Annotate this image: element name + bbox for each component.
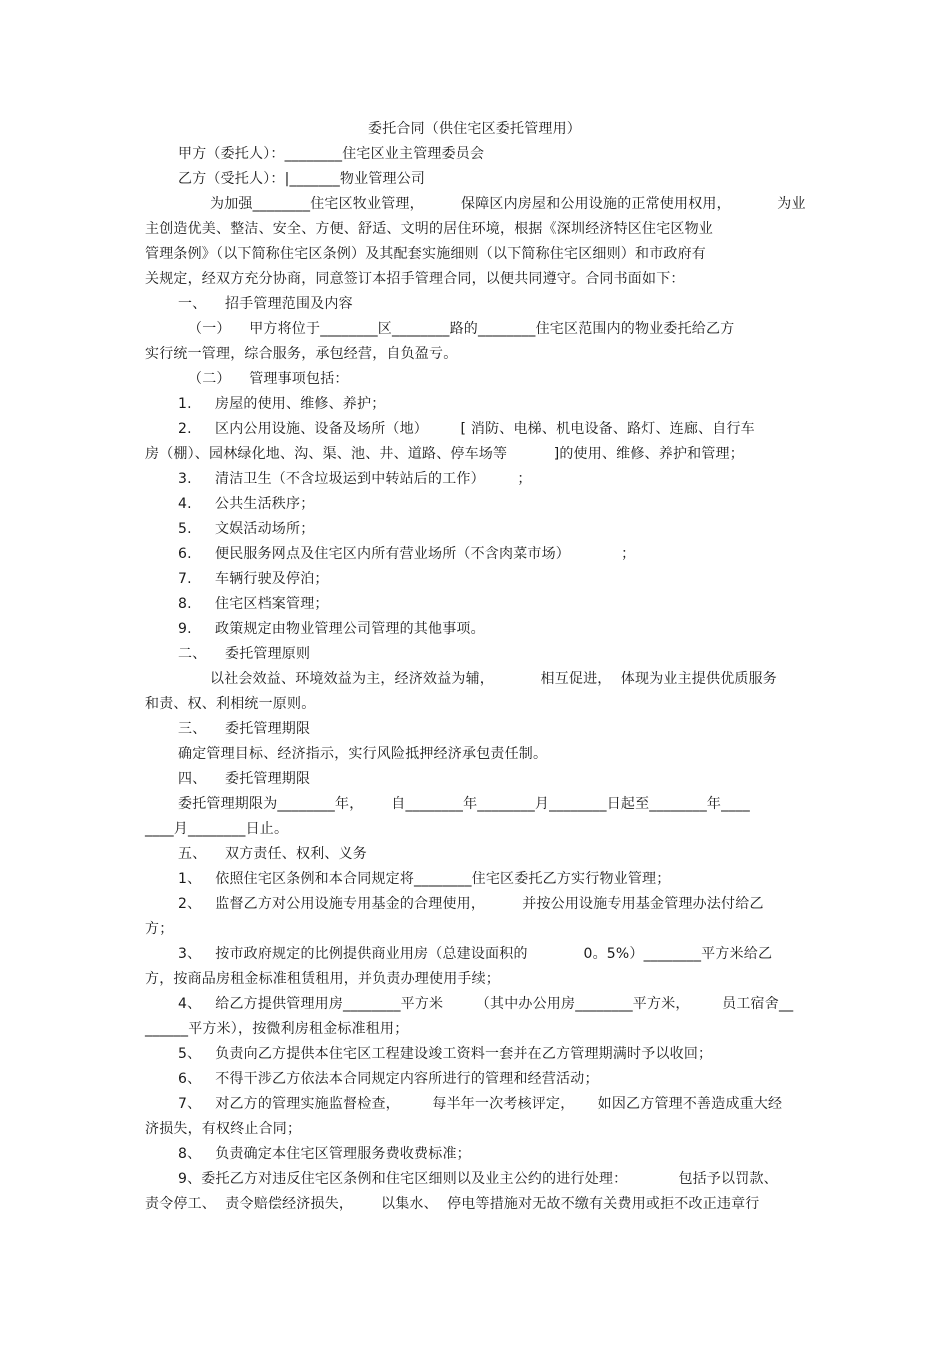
clause-line: （二） 管理事项包括： xyxy=(188,371,349,387)
list-item: 8. 住宅区档案管理； xyxy=(178,596,329,612)
duty-item: 7、 对乙方的管理实施监督检查， 每半年一次考核评定， 如因乙方管理不善造成重大经 xyxy=(178,1096,783,1112)
section-heading: 一、 招手管理范围及内容 xyxy=(178,296,353,312)
section-heading: 二、 委托管理原则 xyxy=(178,646,311,662)
duty-item: 1、 依照住宅区条例和本合同规定将________住宅区委托乙方实行物业管理； xyxy=(178,871,671,887)
list-item: 9. 政策规定由物业管理公司管理的其他事项。 xyxy=(178,621,485,637)
paragraph-line: 委托管理期限为________年， 自________年________月________日起至________年____ xyxy=(178,796,750,812)
clause-line: （一） 甲方将位于________区________路的________住宅区范围内的物业委托给乙方 xyxy=(188,321,735,337)
preamble-line: 主创造优美、整洁、安全、方便、舒适、文明的居住环境，根据《深圳经济特区住宅区物业 xyxy=(145,221,713,237)
list-item: 1. 房屋的使用、维修、养护； xyxy=(178,396,386,412)
section-heading: 四、 委托管理期限 xyxy=(178,771,311,787)
paragraph-line: 确定管理目标、经济指示，实行风险抵押经济承包责任制。 xyxy=(178,746,548,762)
duty-item: 6、 不得干涉乙方依法本合同规定内容所进行的管理和经营活动； xyxy=(178,1071,599,1087)
section-heading: 五、 双方责任、权利、义务 xyxy=(178,846,367,862)
duty-item: 责令停工、 责令赔偿经济损失， 以集水、 停电等措施对无故不缴有关费用或拒不改正违章行 xyxy=(145,1196,760,1212)
clause-line: 实行统一管理，综合服务，承包经营，自负盈亏。 xyxy=(145,346,458,362)
preamble-line: 为加强________住宅区牧业管理， 保障区内房屋和公用设施的正常使用权用， 为业 xyxy=(210,196,806,212)
document-title: 委托合同（供住宅区委托管理用） xyxy=(368,121,581,137)
duty-item: 方，按商品房租金标准租赁租用，并负责办理使用手续； xyxy=(145,971,500,987)
duty-item: ______平方米），按微利房租金标准租用； xyxy=(145,1021,409,1037)
list-item: 2. 区内公用设施、设备及场所（地） [ 消防、电梯、机电设备、路灯、连廊、自行车 xyxy=(178,421,755,437)
list-item: 5. 文娱活动场所； xyxy=(178,521,315,537)
preamble-line: 关规定，经双方充分协商，同意签订本招手管理合同，以便共同遵守。合同书面如下： xyxy=(145,271,685,287)
paragraph-line: ____月________日止。 xyxy=(145,821,289,837)
duty-item: 2、 监督乙方对公用设施专用基金的合理使用， 并按公用设施专用基金管理办法付给乙 xyxy=(178,896,764,912)
duty-item: 济损失，有权终止合同； xyxy=(145,1121,302,1137)
list-item: 3. 清洁卫生（不含垃圾运到中转站后的工作） ； xyxy=(178,471,532,487)
duty-item: 5、 负责向乙方提供本住宅区工程建设竣工资料一套并在乙方管理期满时予以收回； xyxy=(178,1046,713,1062)
duty-item: 3、 按市政府规定的比例提供商业用房（总建设面积的 0。5%）________平方米给乙 xyxy=(178,946,773,962)
list-item: 4. 公共生活秩序； xyxy=(178,496,315,512)
preamble-line: 管理条例》（以下简称住宅区条例）及其配套实施细则（以下简称住宅区细则）和市政府有 xyxy=(145,246,706,262)
party-a-line: 甲方（委托人）：________住宅区业主管理委员会 xyxy=(178,146,485,162)
party-b-line: 乙方（受托人）：|_______物业管理公司 xyxy=(178,171,426,187)
list-item: 6. 便民服务网点及住宅区内所有营业场所（不含肉菜市场） ； xyxy=(178,546,636,562)
list-item: 房（棚）、园林绿化地、沟、渠、池、井、道路、停车场等 ]的使用、维修、养护和管理； xyxy=(145,446,744,462)
duty-item: 9、委托乙方对违反住宅区条例和住宅区细则以及业主公约的进行处理： 包括予以罚款、 xyxy=(178,1171,778,1187)
duty-item: 4、 给乙方提供管理用房________平方米 （其中办公用房________平方米， 员工宿舍__ xyxy=(178,996,794,1012)
duty-item: 方； xyxy=(145,921,174,937)
duty-item: 8、 负责确定本住宅区管理服务费收费标准； xyxy=(178,1146,471,1162)
list-item: 7. 车辆行驶及停泊； xyxy=(178,571,329,587)
paragraph-line: 以社会效益、环境效益为主，经济效益为辅， 相互促进， 体现为业主提供优质服务 xyxy=(210,671,777,687)
section-heading: 三、 委托管理期限 xyxy=(178,721,311,737)
paragraph-line: 和责、权、利相统一原则。 xyxy=(145,696,316,712)
